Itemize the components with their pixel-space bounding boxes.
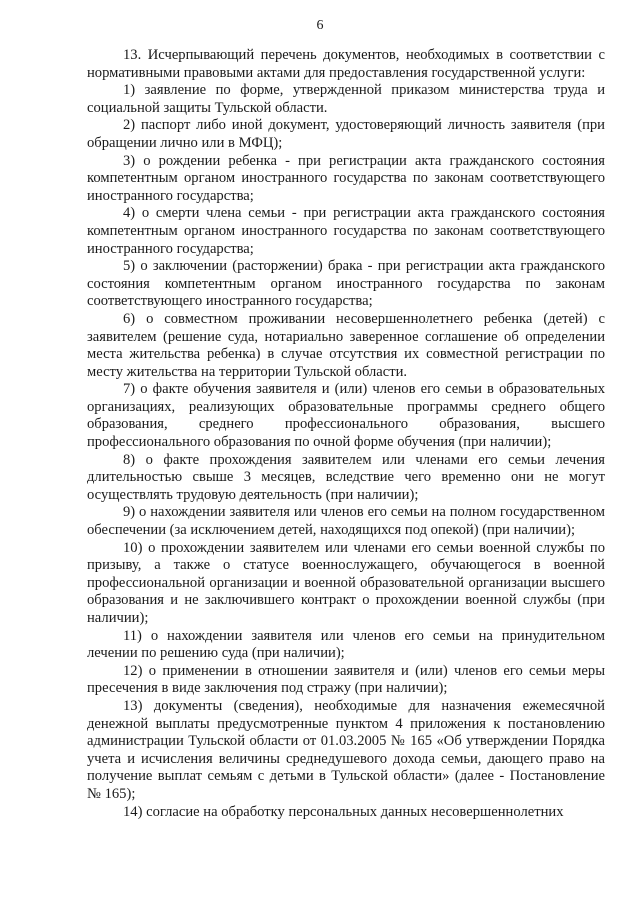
list-item-11: 11) о нахождении заявителя или членов его семьи на принудительном лечении по решению суда (при наличии);: [87, 627, 605, 662]
document-body: [87, 47, 605, 821]
list-item-10: 10) о прохождении заявителем или членами его семьи военной службы по призыву, а также о статусе военнослужащего, обучающегося в военной профессиональной организации и военной образовательной организации высшего образования и не заключившего контракт о прохождении военной службы (при наличии);: [87, 539, 605, 626]
list-item-5: 5) о заключении (расторжении) брака - при регистрации акта гражданского состояния компетентным органом иностранного государства по законам соответствующего иностранного государства;: [87, 258, 605, 310]
list-item-1: 1) заявление по форме, утвержденной приказом министерства труда и социальной защиты Тульской области.: [87, 82, 605, 116]
page-number: 6: [316, 18, 324, 33]
list-item-2: 2) паспорт либо иной документ, удостоверяющий личность заявителя (при обращении лично или в МФЦ);: [87, 117, 605, 151]
list-item-9: 9) о нахождении заявителя или членов его семьи на полном государственном обеспечении (за исключением детей, находящихся под опекой) (при наличии);: [87, 504, 605, 539]
list-item-14: 14) согласие на обработку персональных данных несовершеннолетних: [123, 803, 564, 820]
list-item-4: 4) о смерти члена семьи - при регистрации акта гражданского состояния компетентным органом иностранного государства по законам соответствующего иностранного государства;: [87, 205, 605, 257]
list-item-6: 6) о совместном проживании несовершеннолетнего ребенка (детей) с заявителем (решение суда, нотариально заверенное соглашение об определении места жительства ребенка) в случае отсутствия их совместной регистрации по месту жительства на территории Тульской области.: [87, 310, 605, 380]
list-item-12: 12) о применении в отношении заявителя и (или) членов его семьи меры пресечения в виде заключения под стражу (при наличии);: [87, 662, 605, 697]
list-item-8: 8) о факте прохождения заявителем или членами его семьи лечения длительностью свыше 3 месяцев, вследствие чего временно они не могут осуществлять трудовую деятельность (при наличии);: [87, 451, 605, 503]
list-item-13: 13) документы (сведения), необходимые для назначения ежемесячной денежной выплаты предусмотренные пунктом 4 приложения к постановлению администрации Тульской области от 01.03.2005 № 165 «Об утверждении Порядка учета и исчисления величины среднедушевого дохода семьи, дающего право на получение выплат семьям с детьми в Тульской области» (далее - Постановление № 165);: [87, 697, 605, 802]
paragraph-13-heading: 13. Исчерпывающий перечень документов, необходимых в соответствии с нормативными правовыми актами для предоставления государственной услуги:: [87, 47, 605, 81]
list-item-3: 3) о рождении ребенка - при регистрации акта гражданского состояния компетентным органом иностранного государства по законам соответствующего иностранного государства;: [87, 152, 605, 204]
list-item-7: 7) о факте обучения заявителя и (или) членов его семьи в образовательных организациях, реализующих образовательные программы среднего общего образования, среднего профессионального образования, высшего профессионального образования по очной форме обучения (при наличии);: [87, 381, 605, 451]
